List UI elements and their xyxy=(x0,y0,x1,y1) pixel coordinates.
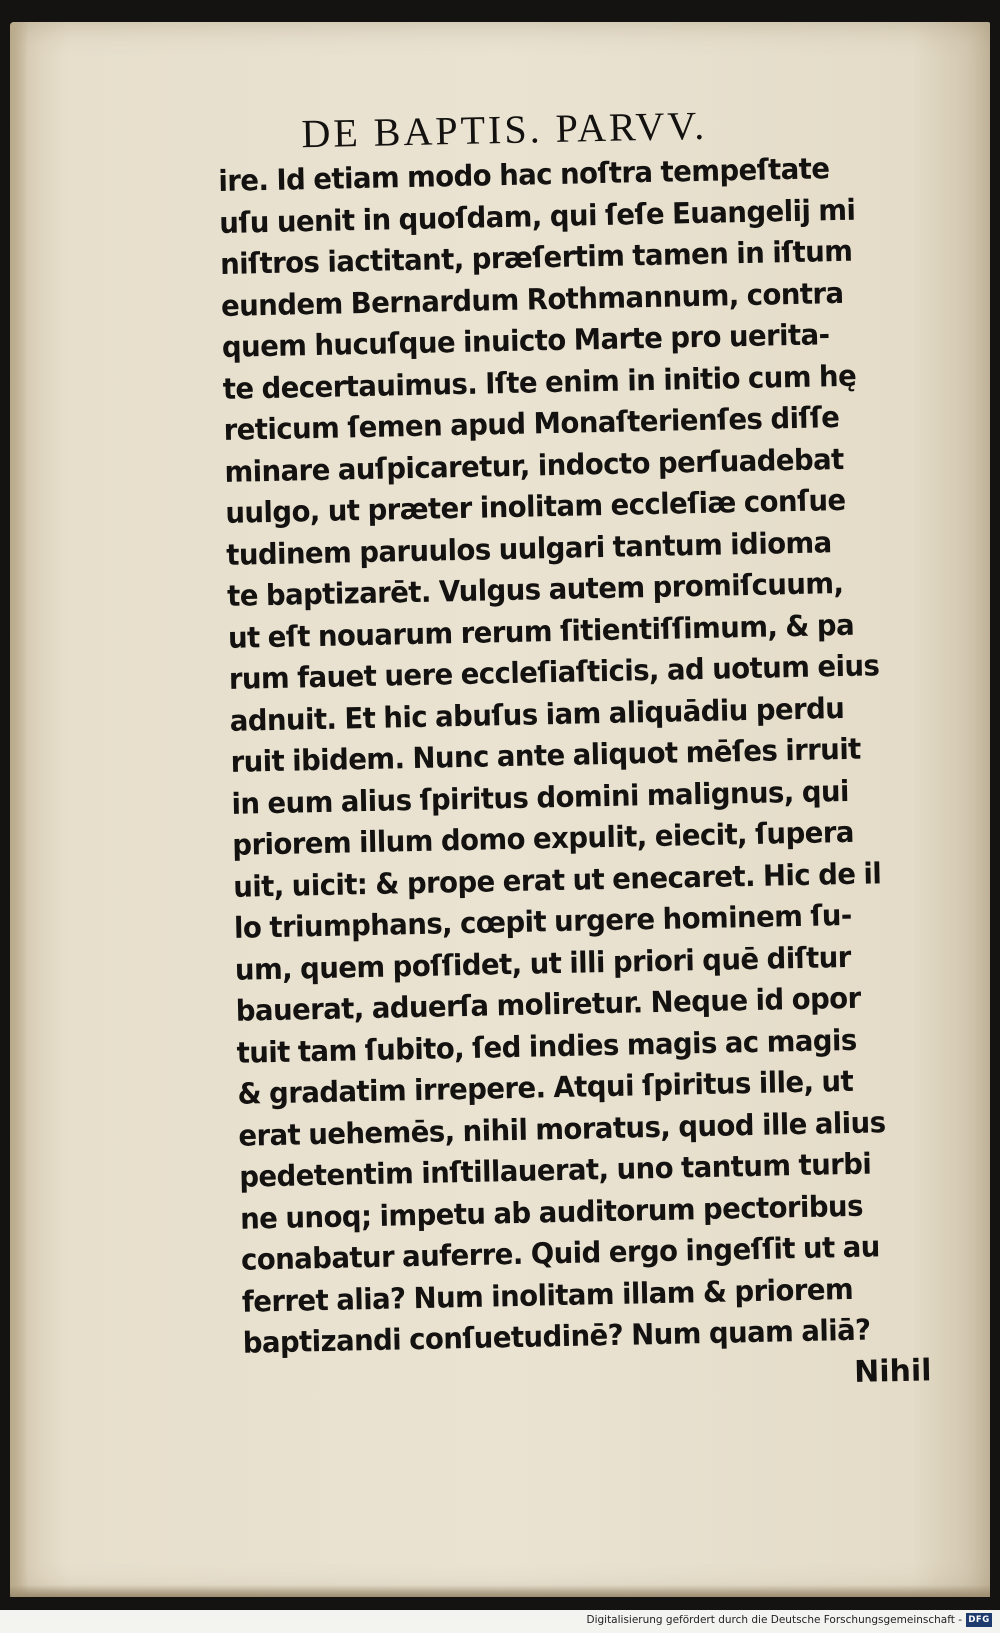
text-line: adnuit. Et hic abuſus iam aliquādiu perdu xyxy=(229,690,845,738)
book-page xyxy=(10,22,990,1597)
text-line: ut eſt nouarum rerum ſitientiſſimum, & pa xyxy=(227,607,855,655)
text-line: priorem illum domo expulit, eiecit, ſupera xyxy=(231,814,855,862)
text-line: tudinem paruulos uulgari tantum idioma xyxy=(225,524,832,572)
text-block xyxy=(217,97,954,1406)
text-line: reticum ſemen apud Monaſterienſes diſſe xyxy=(223,400,840,447)
text-line: baptizandi conſuetudinē? Num quam aliā? xyxy=(242,1312,871,1360)
text-line: uulgo, ut præter inolitam eccleſiæ conſue xyxy=(225,482,846,530)
text-line: in eum alius ſpiritus domini malignus, qui xyxy=(231,773,850,821)
text-line: ruit ibidem. Nunc ante aliquot mēſes irruit xyxy=(230,731,862,779)
text-line: conabatur auferre. Quid ergo ingeſſit ut au xyxy=(240,1229,881,1277)
text-line: te baptizarēt. Vulgus autem promiſcuum, xyxy=(226,565,844,613)
text-line: & gradatim irrepere. Atqui ſpiritus ille, ut xyxy=(237,1063,854,1111)
text-line: tuit tam ſubito, ſed indies magis ac magis xyxy=(236,1022,857,1070)
text-line: ferret alia? Num inolitam illam & priorem xyxy=(241,1271,854,1319)
text-line: minare auſpicaretur, indocto perſuadebat xyxy=(224,441,845,489)
text-line: ne unoq; impetu ab auditorum pectoribus xyxy=(239,1188,864,1236)
text-line: te decertauimus. Iſte enim in initio cum hę xyxy=(222,358,857,406)
text-line: eundem Bernardum Rothmannum, contra xyxy=(220,275,844,323)
text-line: lo triumphans, cœpit urgere hominem ſu- xyxy=(233,897,853,945)
body-text xyxy=(218,146,953,1364)
text-line: ire. Id etiam modo hac noſtra tempeſtate xyxy=(218,151,830,198)
digitization-credit: Digitalisierung gefördert durch die Deutsche Forschungsgemeinschaft - xyxy=(586,1614,962,1626)
text-line: niſtros iactitant, præſertim tamen in iſtum xyxy=(219,233,853,281)
dfg-logo: DFG xyxy=(966,1613,992,1627)
text-line: uſu uenit in quoſdam, qui ſeſe Euangelij mi xyxy=(218,192,856,240)
page-edge-shadow xyxy=(10,22,28,1597)
catchword: Nihil xyxy=(853,1352,932,1390)
footer-bar xyxy=(0,1610,1000,1633)
text-line: pedetentim inſtillauerat, uno tantum turbi xyxy=(238,1146,872,1194)
text-line: bauerat, aduerſa moliretur. Neque id opor xyxy=(235,980,861,1028)
text-line: um, quem poſſidet, ut illi priori quē diſtur xyxy=(234,939,852,987)
text-line: erat uehemēs, nihil moratus, quod ille alius xyxy=(238,1104,886,1153)
text-line: uit, uicit: & prope erat ut enecaret. Hic de il xyxy=(232,855,882,904)
running-head: DE BAPTIS. PARVV. xyxy=(301,102,708,157)
page-bottom-edge xyxy=(10,1585,990,1597)
text-line: rum fauet uere eccleſiaſticis, ad uotum eius xyxy=(228,648,880,696)
text-line: quem hucuſque inuicto Marte pro uerita- xyxy=(221,317,830,364)
